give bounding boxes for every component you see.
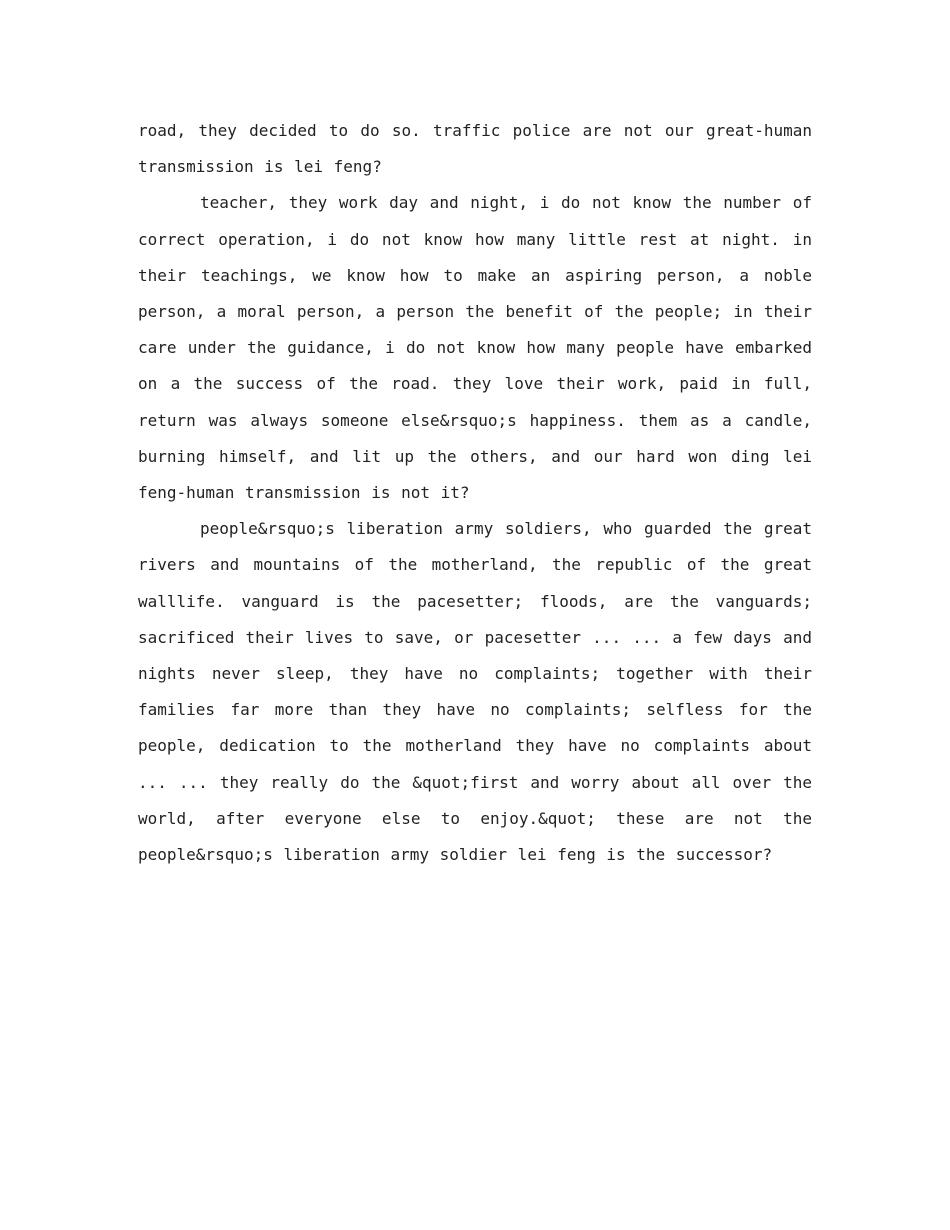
paragraph-2: teacher, they work day and night, i do not know the number of correct operation, i do not know how many little rest at night. in their teachings, we know how to make an aspiring person, a noble person, a moral person, a person the benefit of the people; in their care under the guidance, i do not know how many people have embarked on a the success of the road. they love their work, paid in full, return was always someone else&rsquo;s happiness. them as a candle, burning himself, and lit up the others, and our hard won ding lei feng-human transmission is not it? — [138, 193, 812, 503]
paragraph-1: road, they decided to do so. traffic police are not our great-human transmission is lei feng? — [138, 121, 812, 177]
document-body — [138, 113, 812, 873]
paragraph-3: people&rsquo;s liberation army soldiers, who guarded the great rivers and mountains of the motherland, the republic of the great walllife. vanguard is the pacesetter; floods, are the vanguards; sacrificed their lives to save, or pacesetter ... ... a few days and nights never sleep, they have no complaints; together with their families far more than they have no complaints; selfless for the people, dedication to the motherland they have no complaints about ... ... they really do the &quot;first and worry about all over the world, after everyone else to enjoy.&quot; these are not the people&rsquo;s liberation army soldier lei feng is the successor? — [138, 519, 812, 865]
